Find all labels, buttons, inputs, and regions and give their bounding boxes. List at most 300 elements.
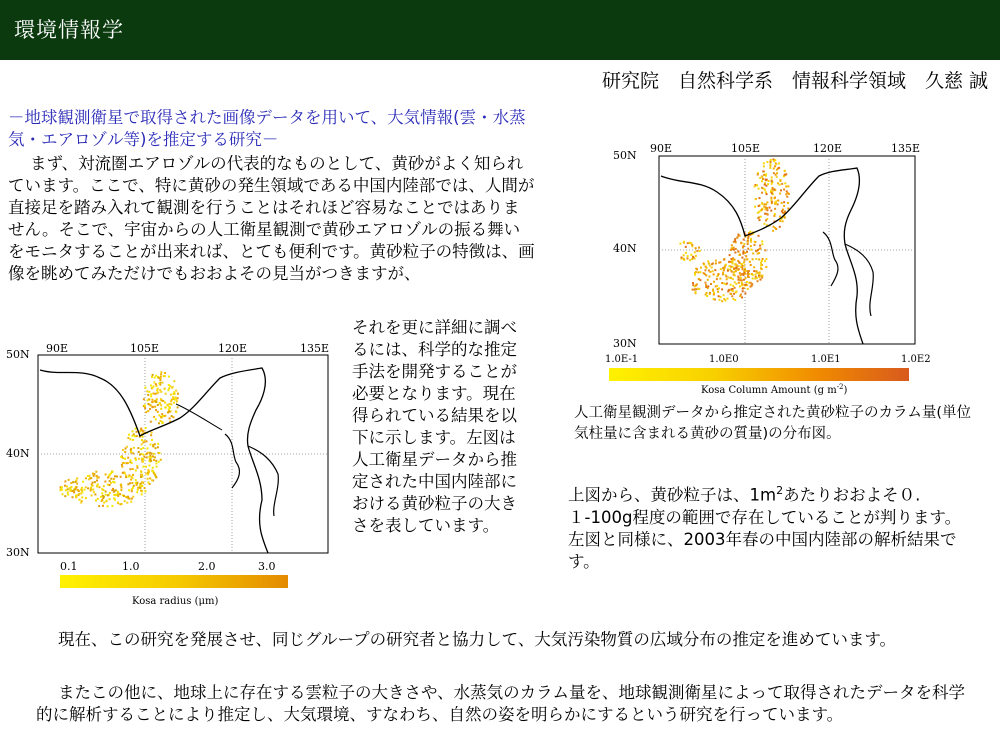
data-dot: [748, 270, 750, 272]
data-dot: [155, 462, 157, 464]
data-dot: [64, 485, 66, 487]
data-dot: [139, 430, 141, 432]
data-dot: [767, 183, 769, 185]
data-dot: [765, 266, 767, 268]
data-dot: [699, 271, 701, 273]
data-dot: [766, 161, 768, 163]
data-dot: [726, 283, 728, 285]
data-dot: [761, 192, 763, 194]
data-dot: [770, 197, 772, 199]
data-dot: [732, 278, 734, 280]
data-dot: [147, 410, 149, 412]
data-dot: [152, 374, 154, 376]
data-dot: [120, 489, 122, 491]
data-dot: [130, 501, 132, 503]
intro-paragraph-continued: それを更に詳細に調べるには、科学的な推定手法を開発することが必要となります。現在得られている結果を以下に示します。左図は人工衛星データから推定された中国内陸部における黄砂粒子の大きさを表しています。: [352, 318, 517, 535]
data-dot: [68, 487, 70, 489]
lat-label: 30N: [613, 337, 637, 350]
data-dot: [77, 489, 79, 491]
data-dot: [739, 254, 741, 256]
data-dot: [733, 249, 735, 251]
data-dot: [119, 503, 121, 505]
data-dot: [741, 284, 743, 286]
data-dot: [154, 377, 156, 379]
data-dot: [695, 291, 697, 293]
data-dot: [144, 407, 146, 409]
data-dot: [742, 290, 744, 292]
data-dot: [757, 253, 759, 255]
data-dot: [81, 491, 83, 493]
data-dot: [168, 408, 170, 410]
data-dot: [779, 226, 781, 228]
data-dot: [164, 415, 166, 417]
data-dot: [705, 286, 707, 288]
data-dot: [760, 262, 762, 264]
data-dot: [91, 494, 93, 496]
lon-label: 120E: [218, 342, 248, 355]
data-dot: [132, 468, 134, 470]
data-dot: [67, 492, 69, 494]
data-dot: [712, 270, 714, 272]
data-dot: [755, 258, 757, 260]
data-dot: [147, 472, 149, 474]
data-dot: [111, 505, 113, 507]
data-dot: [716, 278, 718, 280]
data-dot: [156, 390, 158, 392]
data-dot: [65, 489, 67, 491]
data-dot: [174, 399, 176, 401]
data-dot: [760, 216, 762, 218]
data-dot: [736, 291, 738, 293]
lat-label: 40N: [613, 242, 637, 255]
data-dot: [154, 456, 156, 458]
data-dot: [752, 253, 754, 255]
data-dot: [62, 493, 64, 495]
data-dot: [683, 258, 685, 260]
data-dot: [137, 447, 139, 449]
data-dot: [714, 269, 716, 271]
data-dot: [115, 494, 117, 496]
data-dot: [94, 481, 96, 483]
data-dot: [95, 471, 97, 473]
data-dot: [743, 261, 745, 263]
data-dot: [149, 408, 151, 410]
data-dot: [103, 485, 105, 487]
data-dot: [145, 427, 147, 429]
data-dot: [757, 280, 759, 282]
data-dot: [150, 404, 152, 406]
data-dot: [762, 170, 764, 172]
data-dot: [88, 478, 90, 480]
data-dot: [107, 494, 109, 496]
colorbar-tick: 1.0E-1: [605, 354, 639, 365]
data-dot: [703, 263, 705, 265]
data-dot: [141, 474, 143, 476]
data-dot: [93, 475, 95, 477]
data-dot: [735, 283, 737, 285]
data-dot: [685, 252, 687, 254]
data-dot: [139, 485, 141, 487]
data-dot: [98, 505, 100, 507]
data-dot: [113, 478, 115, 480]
data-dot: [109, 498, 111, 500]
data-dot: [72, 496, 74, 498]
data-dot: [764, 249, 766, 251]
data-dot: [177, 406, 179, 408]
data-dot: [135, 428, 137, 430]
data-dot: [115, 489, 117, 491]
data-dot: [733, 293, 735, 295]
data-dot: [725, 274, 727, 276]
data-dot: [766, 179, 768, 181]
data-dot: [150, 460, 152, 462]
data-dot: [700, 267, 702, 269]
data-dot: [741, 296, 743, 298]
data-dot: [755, 274, 757, 276]
data-dot: [715, 262, 717, 264]
data-dot: [173, 402, 175, 404]
data-dot: [778, 162, 780, 164]
data-dot: [136, 465, 138, 467]
colorbar-title: Kosa Column Amount (g $m^{-2}$): [701, 383, 848, 396]
data-dot: [771, 199, 773, 201]
data-dot: [786, 196, 788, 198]
intro-paragraph: まず、対流圏エアロゾルの代表的なものとして、黄砂がよく知られています。ここで、特に黄砂の発生領域である中国内陸部では、人間が直接足を踏み入れて観測を行うことはそれほど容易なことではありません。そこで、宇宙からの人工衛星観測で黄砂エアロゾルの振る舞いをモニタすることが出来れば、とても便利です。黄砂粒子の特徴は、画像を眺めてみただけでもおおよその見当がつきますが、: [8, 154, 535, 283]
data-dot: [144, 404, 146, 406]
data-dot: [777, 200, 779, 202]
data-dot: [741, 282, 743, 284]
data-dot: [124, 472, 126, 474]
data-dot: [761, 187, 763, 189]
data-dot: [107, 505, 109, 507]
data-dot: [128, 476, 130, 478]
data-dot: [716, 275, 718, 277]
data-dot: [151, 401, 153, 403]
data-dot: [722, 272, 724, 274]
data-dot: [75, 496, 77, 498]
data-dot: [709, 265, 711, 267]
data-dot: [734, 238, 736, 240]
data-dot: [155, 409, 157, 411]
data-dot: [695, 247, 697, 249]
data-dot: [719, 299, 721, 301]
lat-label: 40N: [6, 447, 30, 460]
data-dot: [775, 228, 777, 230]
data-dot: [146, 440, 148, 442]
data-dot: [151, 479, 153, 481]
data-dot: [120, 476, 122, 478]
data-dot: [755, 250, 757, 252]
data-dot: [176, 401, 178, 403]
data-dot: [138, 451, 140, 453]
data-dot: [694, 289, 696, 291]
data-dot: [162, 382, 164, 384]
kosa-column-map: [595, 140, 940, 396]
data-dot: [747, 240, 749, 242]
data-dot: [716, 285, 718, 287]
kosa-radius-map: [0, 338, 350, 610]
data-dot: [766, 207, 768, 209]
data-dot: [141, 443, 143, 445]
data-dot: [754, 241, 756, 243]
lon-label: 105E: [130, 342, 160, 355]
data-dot: [773, 215, 775, 217]
data-dot: [81, 496, 83, 498]
data-dot: [732, 266, 734, 268]
data-dot: [763, 174, 765, 176]
data-dot: [136, 431, 138, 433]
data-dot: [765, 173, 767, 175]
data-dot: [156, 466, 158, 468]
data-dot: [85, 486, 87, 488]
data-dot: [759, 219, 761, 221]
data-dot: [175, 411, 177, 413]
data-dot: [735, 248, 737, 250]
data-dot: [742, 288, 744, 290]
data-dot: [78, 494, 80, 496]
data-dot: [769, 164, 771, 166]
data-dot: [156, 392, 158, 394]
data-dot: [787, 185, 789, 187]
data-dot: [155, 375, 157, 377]
data-dot: [773, 168, 775, 170]
data-dot: [150, 434, 152, 436]
data-dot: [142, 430, 144, 432]
data-dot: [164, 388, 166, 390]
data-dot: [723, 268, 725, 270]
data-dot: [691, 258, 693, 260]
data-dot: [152, 455, 154, 457]
data-dot: [740, 242, 742, 244]
data-dot: [707, 285, 709, 287]
data-dot: [771, 183, 773, 185]
data-dot: [151, 432, 153, 434]
data-dot: [153, 416, 155, 418]
data-dot: [761, 240, 763, 242]
data-dot: [777, 182, 779, 184]
data-dot: [162, 415, 164, 417]
data-dot: [733, 241, 735, 243]
data-dot: [758, 273, 760, 275]
data-dot: [765, 191, 767, 193]
data-dot: [759, 276, 761, 278]
data-dot: [146, 456, 148, 458]
lon-label: 90E: [46, 342, 69, 355]
colorbar-tick: 3.0: [258, 560, 276, 573]
data-dot: [717, 291, 719, 293]
data-dot: [130, 459, 132, 461]
data-dot: [681, 257, 683, 259]
data-dot: [133, 485, 135, 487]
data-dot: [762, 178, 764, 180]
data-dot: [734, 267, 736, 269]
data-dot: [739, 272, 741, 274]
data-dot: [151, 439, 153, 441]
data-dot: [784, 217, 786, 219]
data-dot: [769, 167, 771, 169]
data-dot: [761, 180, 763, 182]
data-dot: [127, 457, 129, 459]
data-dot: [142, 466, 144, 468]
data-dot: [97, 498, 99, 500]
data-dot: [732, 285, 734, 287]
lon-label: 90E: [650, 142, 673, 155]
data-dot: [769, 207, 771, 209]
data-dot: [148, 391, 150, 393]
data-dot: [741, 279, 743, 281]
data-dot: [759, 245, 761, 247]
data-dot: [762, 203, 764, 205]
data-dot: [128, 434, 130, 436]
data-dot: [132, 452, 134, 454]
colorbar-tick: 1.0: [122, 560, 140, 573]
data-dot: [692, 289, 694, 291]
data-dot: [80, 489, 82, 491]
data-dot: [713, 298, 715, 300]
data-dot: [160, 371, 162, 373]
data-dot: [152, 393, 154, 395]
data-dot: [781, 183, 783, 185]
data-dot: [101, 500, 103, 502]
data-dot: [752, 258, 754, 260]
data-dot: [102, 495, 104, 497]
data-dot: [144, 490, 146, 492]
lon-label: 135E: [891, 142, 921, 155]
data-dot: [743, 251, 745, 253]
data-dot: [727, 290, 729, 292]
data-dot: [73, 491, 75, 493]
data-dot: [698, 278, 700, 280]
data-dot: [718, 287, 720, 289]
data-dot: [761, 277, 763, 279]
data-dot: [142, 447, 144, 449]
data-dot: [720, 268, 722, 270]
data-dot: [155, 447, 157, 449]
data-dot: [164, 372, 166, 374]
data-dot: [146, 453, 148, 455]
colorbar-tick: 1.0E1: [811, 354, 841, 365]
data-dot: [101, 492, 103, 494]
data-dot: [712, 289, 714, 291]
data-dot: [736, 237, 738, 239]
data-dot: [741, 267, 743, 269]
data-dot: [141, 485, 143, 487]
data-dot: [787, 208, 789, 210]
data-dot: [764, 184, 766, 186]
data-dot: [141, 439, 143, 441]
data-dot: [105, 491, 107, 493]
data-dot: [147, 478, 149, 480]
data-dot: [107, 484, 109, 486]
data-dot: [771, 180, 773, 182]
data-dot: [750, 245, 752, 247]
data-dot: [740, 274, 742, 276]
data-dot: [740, 277, 742, 279]
data-dot: [73, 490, 75, 492]
data-dot: [774, 159, 776, 161]
data-dot: [778, 167, 780, 169]
data-dot: [776, 172, 778, 174]
data-dot: [121, 487, 123, 489]
data-dot: [153, 386, 155, 388]
data-dot: [160, 408, 162, 410]
data-dot: [132, 439, 134, 441]
data-dot: [170, 403, 172, 405]
data-dot: [732, 288, 734, 290]
data-dot: [761, 176, 763, 178]
data-dot: [750, 241, 752, 243]
data-dot: [160, 373, 162, 375]
data-dot: [783, 189, 785, 191]
data-dot: [125, 475, 127, 477]
data-dot: [103, 502, 105, 504]
data-dot: [124, 458, 126, 460]
colorbar-title: Kosa radius (μm): [132, 596, 219, 607]
data-dot: [737, 279, 739, 281]
data-dot: [92, 489, 94, 491]
data-dot: [695, 284, 697, 286]
data-dot: [696, 250, 698, 252]
data-dot: [144, 387, 146, 389]
lon-label: 120E: [813, 142, 843, 155]
data-dot: [753, 270, 755, 272]
data-dot: [766, 193, 768, 195]
data-dot: [694, 251, 696, 253]
data-dot: [739, 262, 741, 264]
data-dot: [160, 420, 162, 422]
data-dot: [746, 251, 748, 253]
data-dot: [145, 411, 147, 413]
data-dot: [731, 271, 733, 273]
data-dot: [175, 390, 177, 392]
data-dot: [160, 459, 162, 461]
data-dot: [87, 487, 89, 489]
data-dot: [744, 259, 746, 261]
data-dot: [720, 296, 722, 298]
data-dot: [102, 497, 104, 499]
data-dot: [149, 477, 151, 479]
data-dot: [109, 484, 111, 486]
data-dot: [141, 490, 143, 492]
data-dot: [150, 395, 152, 397]
data-dot: [171, 399, 173, 401]
data-dot: [772, 230, 774, 232]
data-dot: [131, 498, 133, 500]
data-dot: [139, 487, 141, 489]
data-dot: [128, 489, 130, 491]
data-dot: [161, 413, 163, 415]
data-dot: [92, 482, 94, 484]
data-dot: [155, 460, 157, 462]
data-dot: [683, 241, 685, 243]
data-dot: [779, 193, 781, 195]
data-dot: [771, 176, 773, 178]
data-dot: [730, 284, 732, 286]
data-dot: [697, 271, 699, 273]
data-dot: [730, 277, 732, 279]
colorbar-tick: 1.0E0: [709, 354, 739, 365]
data-dot: [165, 393, 167, 395]
data-dot: [105, 473, 107, 475]
data-dot: [734, 264, 736, 266]
data-dot: [746, 258, 748, 260]
data-dot: [85, 477, 87, 479]
data-dot: [721, 282, 723, 284]
data-dot: [747, 243, 749, 245]
data-dot: [679, 243, 681, 245]
data-dot: [154, 406, 156, 408]
data-dot: [708, 270, 710, 272]
